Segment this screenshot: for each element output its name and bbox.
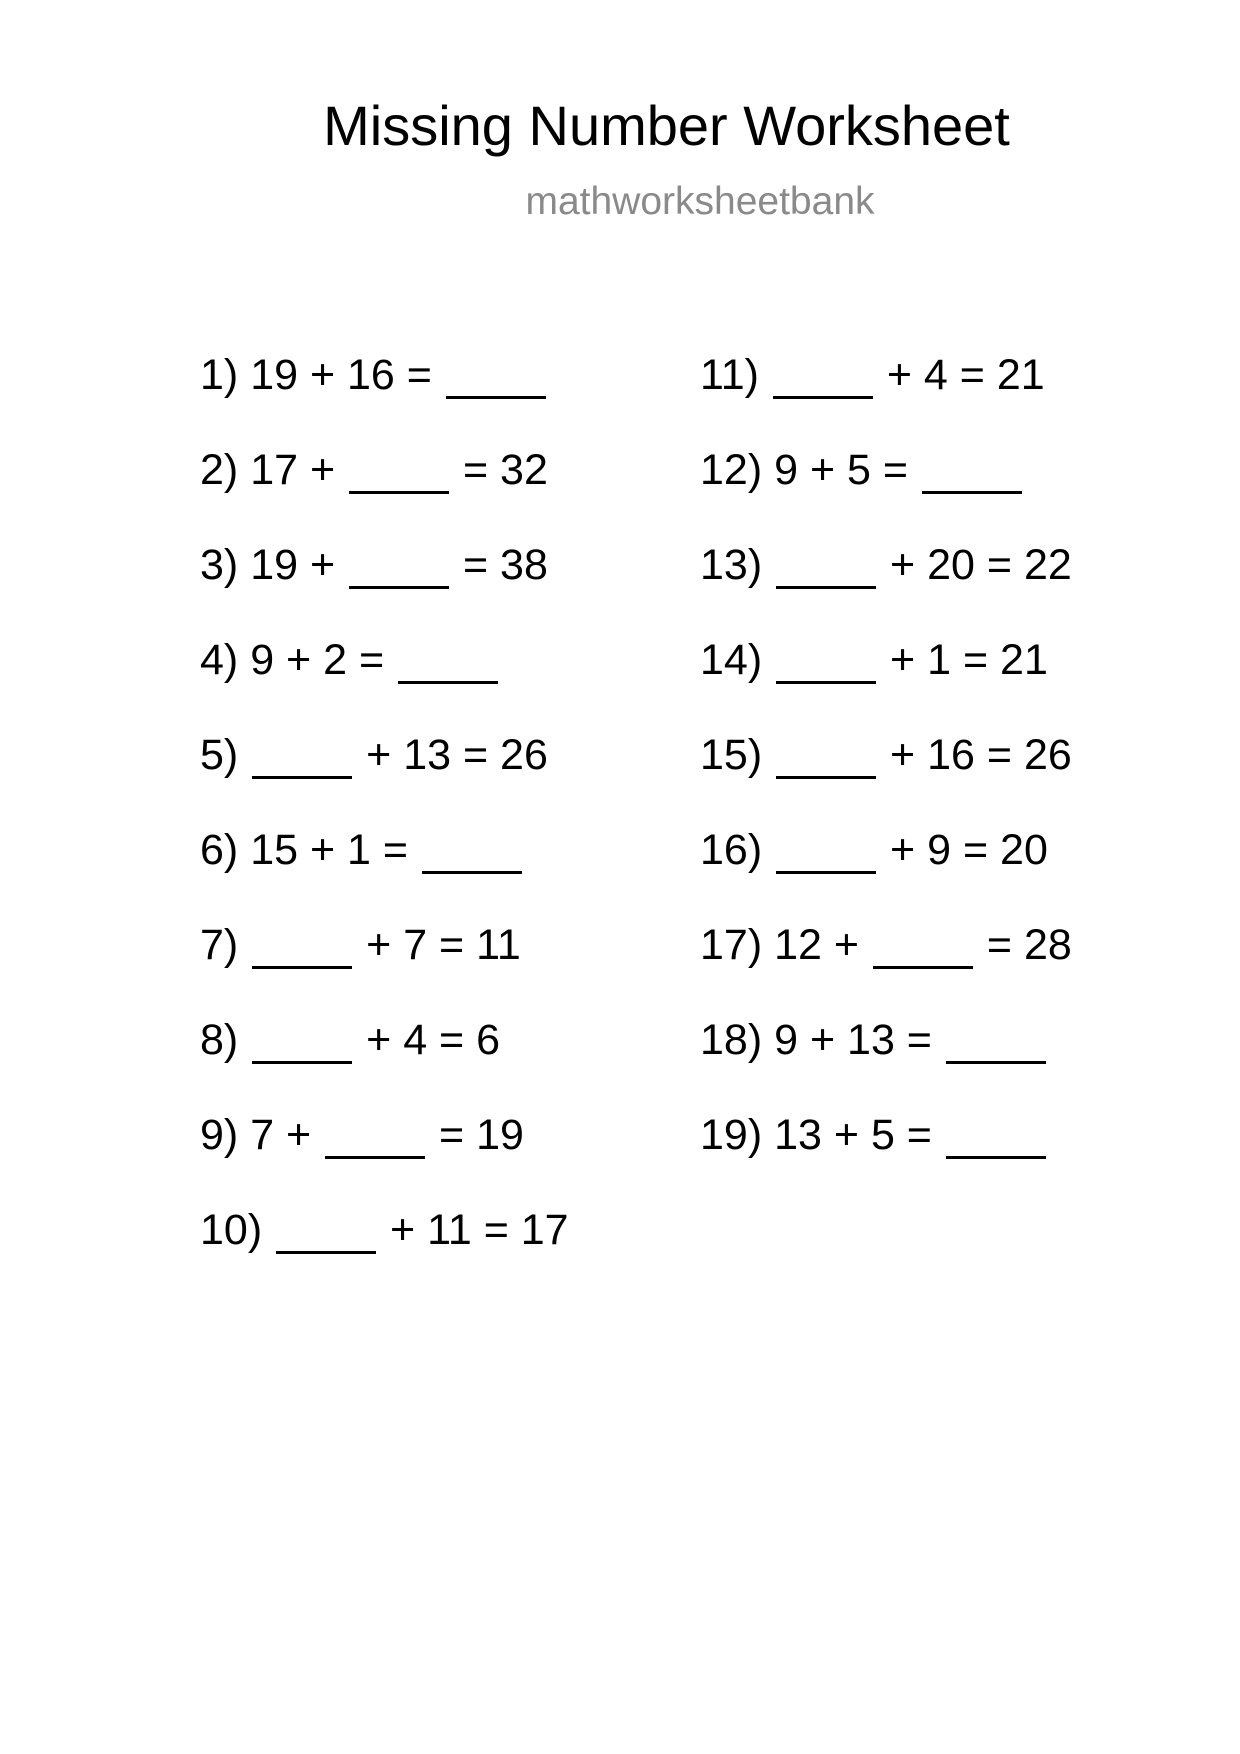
problem-number: 5)	[200, 731, 239, 779]
equation-before: 15 + 1 =	[250, 826, 420, 874]
problem-number: 7)	[200, 921, 239, 969]
problem-14	[700, 635, 1072, 730]
problem-5	[200, 730, 569, 825]
answer-blank[interactable]	[325, 1116, 425, 1159]
equation-after: + 7 = 11	[354, 921, 521, 969]
equation-after: + 13 = 26	[354, 731, 548, 779]
problem-10	[200, 1205, 569, 1300]
equation-after: + 16 = 26	[878, 731, 1072, 779]
problem-column-right	[700, 350, 1072, 1205]
problem-number: 15)	[700, 731, 763, 779]
problem-3	[200, 540, 569, 635]
problem-column-left	[200, 350, 569, 1300]
problem-number: 16)	[700, 826, 763, 874]
problem-number: 11)	[700, 351, 759, 399]
problem-12	[700, 445, 1072, 540]
answer-blank[interactable]	[349, 546, 449, 589]
problem-11	[700, 350, 1072, 445]
equation-before: 7 +	[250, 1111, 324, 1159]
answer-blank[interactable]	[349, 451, 449, 494]
answer-blank[interactable]	[776, 546, 876, 589]
equation-after: = 28	[974, 921, 1072, 969]
equation-before: 9 + 5 =	[774, 446, 920, 494]
problem-number: 19)	[700, 1111, 763, 1159]
answer-blank[interactable]	[873, 926, 973, 969]
problem-19	[700, 1110, 1072, 1205]
problem-number: 4)	[200, 636, 239, 684]
problem-8	[200, 1015, 569, 1110]
equation-after: + 4 = 21	[874, 351, 1045, 399]
problem-number: 12)	[700, 446, 763, 494]
answer-blank[interactable]	[946, 1116, 1046, 1159]
problem-15	[700, 730, 1072, 825]
worksheet-title: Missing Number Worksheet	[323, 94, 1010, 157]
problem-7	[200, 920, 569, 1015]
problem-number: 1)	[200, 351, 239, 399]
problem-1	[200, 350, 569, 445]
answer-blank[interactable]	[252, 926, 352, 969]
worksheet-source: mathworksheetbank	[525, 180, 875, 223]
answer-blank[interactable]	[276, 1211, 376, 1254]
problem-number: 2)	[200, 446, 239, 494]
problem-17	[700, 920, 1072, 1015]
equation-before: 9 + 2 =	[250, 636, 397, 684]
equation-before: 12 +	[774, 921, 871, 969]
problem-number: 18)	[700, 1016, 763, 1064]
equation-before: 19 +	[250, 541, 348, 589]
answer-blank[interactable]	[398, 641, 498, 684]
answer-blank[interactable]	[776, 736, 876, 779]
problem-number: 17)	[700, 921, 763, 969]
problem-number: 9)	[200, 1111, 239, 1159]
equation-after: + 9 = 20	[878, 826, 1048, 874]
problem-number: 3)	[200, 541, 239, 589]
problem-number: 6)	[200, 826, 239, 874]
problem-18	[700, 1015, 1072, 1110]
problem-number: 14)	[700, 636, 763, 684]
problem-number: 10)	[200, 1206, 263, 1254]
answer-blank[interactable]	[946, 1021, 1046, 1064]
equation-before: 13 + 5 =	[774, 1111, 944, 1159]
problem-13	[700, 540, 1072, 635]
equation-before: 9 + 13 =	[774, 1016, 944, 1064]
equation-before: 17 +	[250, 446, 348, 494]
answer-blank[interactable]	[776, 831, 876, 874]
answer-blank[interactable]	[776, 641, 876, 684]
equation-after: = 19	[427, 1111, 524, 1159]
answer-blank[interactable]	[446, 356, 546, 399]
problem-2	[200, 445, 569, 540]
equation-after: + 1 = 21	[878, 636, 1048, 684]
equation-after: + 20 = 22	[878, 541, 1072, 589]
equation-after: = 38	[451, 541, 548, 589]
problem-6	[200, 825, 569, 920]
problem-16	[700, 825, 1072, 920]
problem-number: 8)	[200, 1016, 239, 1064]
problem-number: 13)	[700, 541, 763, 589]
equation-after: = 32	[451, 446, 548, 494]
answer-blank[interactable]	[252, 1021, 352, 1064]
equation-after: + 11 = 17	[378, 1206, 569, 1254]
problem-9	[200, 1110, 569, 1205]
equation-after: + 4 = 6	[354, 1016, 501, 1064]
answer-blank[interactable]	[773, 356, 873, 399]
answer-blank[interactable]	[252, 736, 352, 779]
problem-4	[200, 635, 569, 730]
answer-blank[interactable]	[422, 831, 522, 874]
answer-blank[interactable]	[922, 451, 1022, 494]
equation-before: 19 + 16 =	[250, 351, 444, 399]
